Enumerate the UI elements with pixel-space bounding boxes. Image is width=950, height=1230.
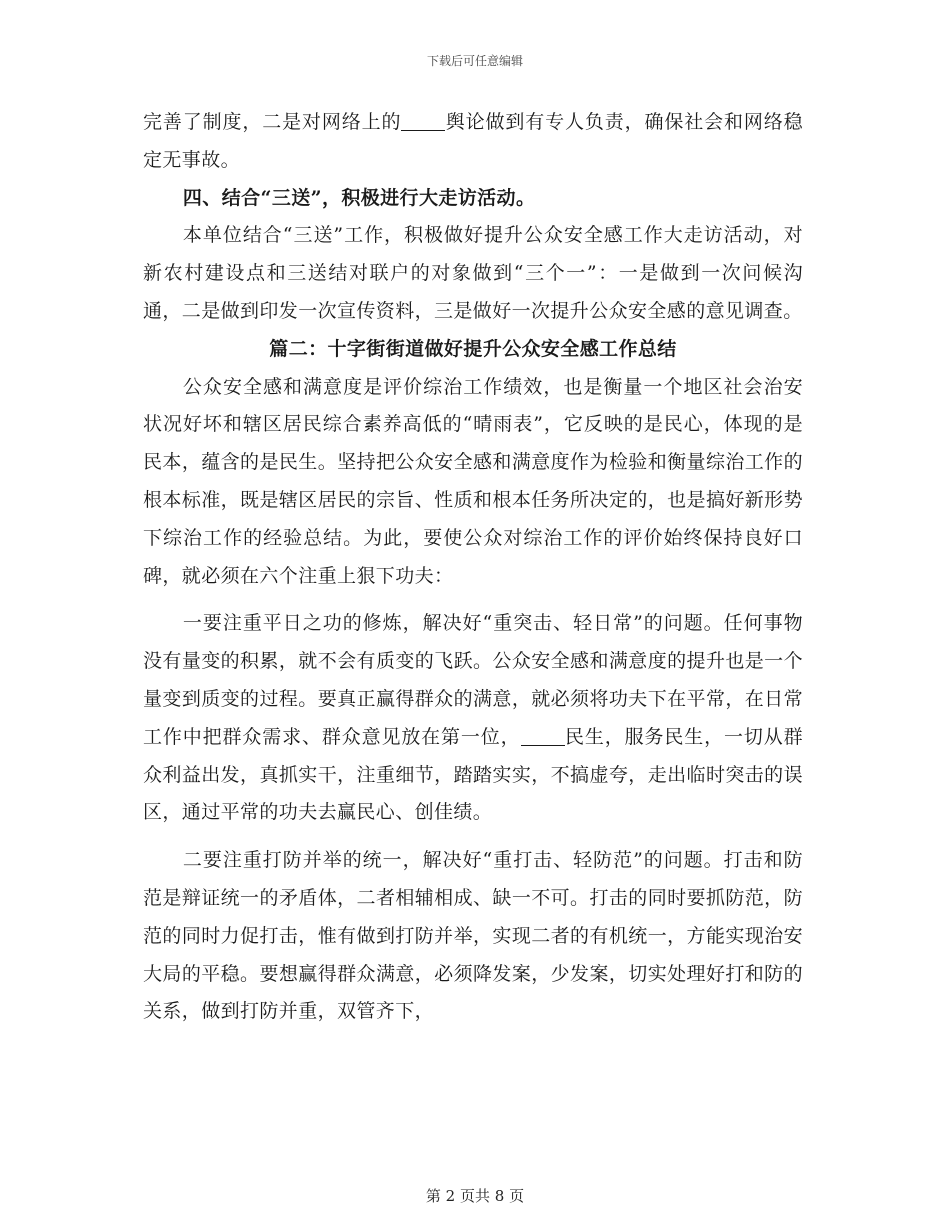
paragraph	[143, 605, 803, 832]
article-title: 篇二：十字街街道做好提升公众安全感工作总结	[269, 337, 677, 360]
page-header: 下载后可任意编辑	[426, 54, 523, 68]
page-number: 第 2 页共 8 页	[425, 1187, 525, 1205]
text-segment: 一要注重平日之功的修炼，解决好“重突击、轻日常”的问题。任何事物没有量变的积累，就不会有质变的飞跃。公众安全感和满意度的提升也是一个量变到质变的过程。要真正赢得群众的满意，就必须将功夫下在平常，在日常工作中把群众需求、群众意见放在第一位，	[143, 612, 803, 748]
document-body	[143, 104, 803, 1031]
paragraph-gap	[143, 595, 803, 605]
text-segment: 民生，服务民生，一切从群众利益出发，真抓实干，注重细节，踏踏实实，不搞虚夸，走出临时突击的误区，通过平常的功夫去赢民心、创佳绩。	[143, 725, 803, 824]
paragraph: 公众安全感和满意度是评价综治工作绩效，也是衡量一个地区社会治安状况好坏和辖区居民综合素养高低的“晴雨表”，它反映的是民心，体现的是民本，蕴含的是民生。坚持把公众安全感和满意度作为检验和衡量综治工作的根本标准，既是辖区居民的宗旨、性质和根本任务所决定的，也是搞好新形势下综治工作的经验总结。为此，要使公众对综治工作的评价始终保持良好口碑，就必须在六个注重上狠下功夫：	[143, 375, 803, 587]
paragraph-continuation	[143, 104, 803, 180]
paragraph-gap	[143, 832, 803, 842]
section-heading: 四、结合“三送”，积极进行大走访活动。	[182, 186, 536, 209]
paragraph: 二要注重打防并举的统一，解决好“重打击、轻防范”的问题。打击和防范是辩证统一的矛盾体，二者相辅相成、缺一不可。打击的同时要抓防范，防范的同时力促打击，惟有做到打防并举，实现二者的有机统一，方能实现治安大局的平稳。要想赢得群众满意，必须降发案，少发案，切实处理好打和防的关系，做到打防并重，双管齐下，	[143, 849, 803, 1023]
text-segment: 舆论做到有专人负责，确保社会和网络稳定无事故。	[143, 111, 804, 171]
fill-in-blank	[521, 726, 565, 746]
text-segment: 完善了制度，二是对网络上的	[143, 111, 402, 133]
paragraph: 本单位结合“三送”工作，积极做好提升公众安全感工作大走访活动，对新农村建设点和三送结对联户的对象做到“三个一”：一是做到一次问候沟通，二是做到印发一次宣传资料，三是做好一次提升公众安全感的意见调查。	[143, 224, 803, 322]
fill-in-blank	[401, 111, 445, 131]
